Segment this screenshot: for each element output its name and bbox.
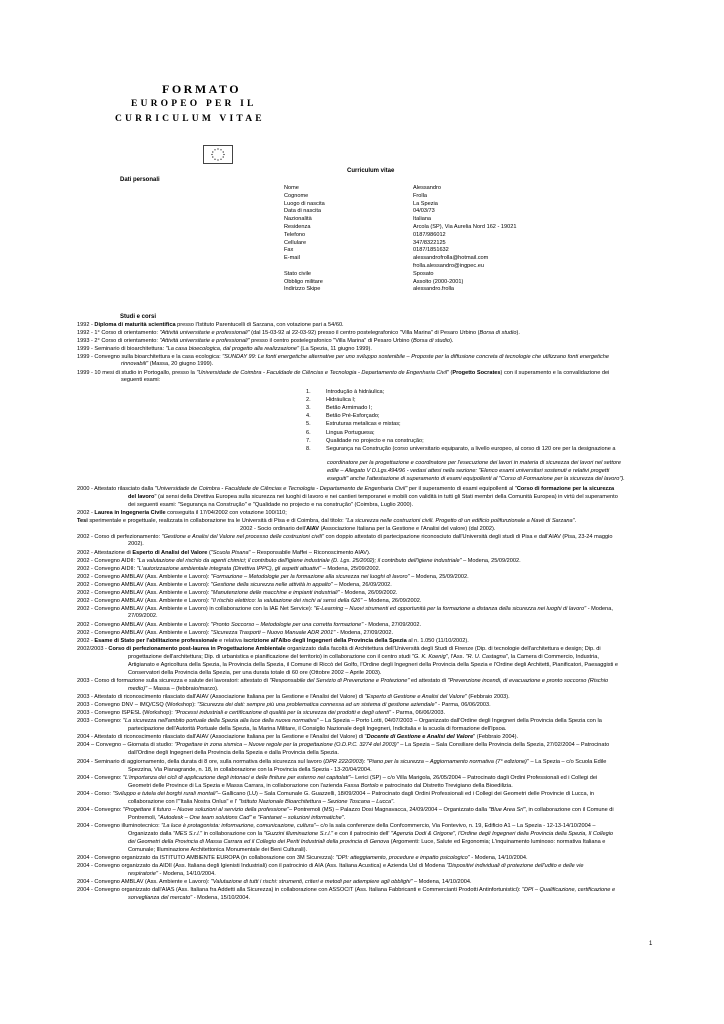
entry-2003-rspp-cont: medio)" – Massa – (febbraio/marzo). (128, 686, 219, 692)
personal-value: frolla.alessandro@ingpec.eu (413, 263, 484, 269)
entry-2004-docente: 2004 - Attestato di riconoscimento rilasciato dall'AIAV (Associazione Italiana per la Gestione e l'Analisi del Valore) di "Docente di Gestione e Analisi del Valore" (Febbraio 2004). (77, 734, 519, 740)
personal-data-heading: Dati personali (120, 177, 160, 183)
entry-2002-amblav-1: 2002 - Convegno AMBLAV (Ass. Ambiente e Lavoro): "Formazione – Metodologie per la formazione alla sicurezza nei luoghi di lavoro" – Modena, 25/09/2002. (77, 574, 469, 580)
entry-2002-amblav-6: 2002 - Convegno AMBLAV (Ass. Ambiente e Lavoro): "Pronto Soccorso – Metodologie per una corretta formazione" - Modena, 27/09/2002. (77, 622, 422, 628)
entry-2004-luce-cont-1: Organizzato dalla "MES S.r.l." in collaborazione con la "Guzzini illuminazione S.r.l." e con il patrocinio dell' "Agenzia Dodi & Origone", l'Ordine degli Ingegneri della Provincia della Spezia, Il Collegio (128, 831, 614, 837)
personal-value: alessandro.frolla (413, 286, 455, 293)
entry-2003-rspp: 2003 - Corso di formazione sulla sicurezza e salute dei lavoratori: attestato di "Responsabile del Servizio di Prevenzione e Protezione" ed attestato di "Prevenzione incendi, di evacuazione e pronto soccorso (Rischio (77, 678, 609, 684)
entry-2003-porto: 2003 - Convegno: "La sicurezza nell'ambito portuale della Spezia alla luce della nuova normativa" – La Spezia – Porto Lotti, 04/07/2003 – Organizzato dall'Ordine degli Ingegneri della Provincia della Spezia con la (77, 718, 602, 724)
personal-value: Italiana (413, 216, 432, 223)
entry-2004-sismica: 2004 – Convegno – Giornata di studio: "Progettare in zona sismica – Nuove regole per la progettazione (O.D.P.C. 3274 del 2003)" – La Spezia – Sala Consiliare della Provincia della Spezia, 27/02/2004 – Patrocinato (77, 742, 610, 748)
exam-number: 8. (306, 445, 311, 452)
exam-number: 1. (306, 389, 311, 395)
entry-2004-intonaci: 2004 - Convegno: "L'importanza dei cicli di applicazione degli intonaci e delle finiture per esterno nei capitolati"– Lerici (SP) – c/o Villa Marigola, 26/05/2004 – Patrocinato dagli Ordini Professionali ed i Collegi dei (77, 775, 598, 781)
entry-2003-porto-cont: partecipazione dell'Autorità Portuale della Spezia, la Marina Militare, il Consiglio Nazionale degli Ingegneri, Indicitalia e la scuola di formazione dell'Ipsoa. (128, 726, 507, 732)
entry-2004-luce-cont-2: dei Geometri della Provincia di Massa Carrara ed il Collegio dei Periti Industriali della provincia di Genova (Argomenti: Luce, Salute ed Ergonomia; L'inquinamento luminoso: normativa Italiana e (128, 839, 606, 845)
exam-number: 4. (306, 413, 311, 420)
personal-value: 0187/1851632 (413, 247, 449, 254)
header-line-2: EUROPEO PER IL (131, 99, 257, 109)
entry-2004-sismica-cont: dall'Ordine degli Ingegneri della Provincia della Spezia e dalla Provincia della Spezia. (128, 750, 339, 756)
personal-value: 0187/986012 (413, 231, 446, 238)
exam-number: 3. (306, 405, 311, 412)
personal-value: alessandrofrolla@hotmail.com (413, 255, 489, 262)
entry-2003-post-laurea: 2002/2003 - Corso di perfezionamento post-laurea in Progettazione Ambientale organizzato dalla facoltà di Architettura dell'Università degli Studi di Firenze (Dip. di tecnologie dell'architettura e design; Dip. di (77, 646, 601, 652)
exam-number: 2. (306, 397, 311, 404)
entry-2003-post-laurea-cont-1: progettazione dell'architettura; Dip. di urbanistica e pianificazione del territorio) in collaborazione con il centro studi "G. K. Koenig", l'Ass. "R. U. Castagna", la Camera di Commercio, Industria, (128, 654, 599, 660)
personal-value: 04/03/73 (413, 208, 435, 215)
personal-value: 347/8322125 (413, 239, 446, 246)
entry-2004-luce: 2004 - Convegno illuminotecnico: "La luce è protagonista: informazione, comunicazione, cultura"– c/o la sala conferenze della Confcommercio, Via Fontevivo, n. 19, Edificio A1 – La Spezia - 12-13-14/10/2004 – (77, 823, 596, 829)
entry-2002-amblav-5-cont: 27/09/2002. (128, 613, 158, 619)
entry-2002-amblav-2: 2002 - Convegno AMBLAV (Ass. Ambiente e Lavoro): "Gestione della sicurezza nelle attività in appalto" – Modena, 26/09/2002. (77, 582, 392, 588)
entry-2002-amblav-7: 2002 - Convegno AMBLAV (Ass. Ambiente e Lavoro): "Sicurezza Trasporti – Nuovo Manuale ADR 2001" - Modena, 27/09/2002. (77, 630, 394, 636)
exam-title: Introdução à hidráulica; (326, 389, 385, 395)
personal-label: Data di nascita (284, 208, 322, 215)
entry-1993-orientamento: 1993 - 2° Corso di orientamento: "Attività universitarie e professionali" presso il centro postelegrafonico "Villa Marina" di Pesaro Urbino (Borsa di studio). (77, 338, 454, 344)
personal-label: Residenza (284, 224, 311, 230)
header-line-1: FORMATO (162, 82, 242, 96)
personal-value: Arcola (SP), Via Aurelia Nord 162 - 19021 (413, 224, 517, 230)
personal-label: Nome (284, 185, 299, 191)
exam-item (306, 445, 616, 453)
personal-label: Obbligo militare (284, 278, 323, 285)
entry-2000-attestato-cont-1: del lavoro" (ai sensi della Direttiva Europea sulla sicurezza nei luoghi di lavoro e nei cantieri temporanei e mobili con validità in tutti gli Stati membri della Comunità Europea) in virtù del superamento (128, 494, 618, 500)
entry-2002-perfezionamento: 2002 - Corso di perfezionamento: "Gestione e Analisi del Valore nel processo delle costruzioni civili" con doppio attestato di partecipazione riconosciuto dall'Università degli studi di Pisa e dall'AIAV (Pisa, 23-24 maggio (77, 534, 613, 540)
cv-title: Curriculum vitae (347, 168, 395, 174)
entry-2002-esame-stato: 2002 - Esame di Stato per l'abilitazione professionale e relativa iscrizione all'Albo degli Ingegneri della Provincia della Spezia al n. 1.050 (11/10/2002). (77, 638, 469, 644)
exam-title: Lingua Portuguesa; (326, 429, 375, 436)
entry-2004-aias-cont: sorveglianza del mercato" - Modena, 15/10/2004. (128, 895, 251, 901)
exam-item (306, 413, 380, 420)
exam-item (306, 389, 385, 396)
personal-label: Stato civile (284, 270, 312, 277)
personal-label: Luogo di nascita (284, 200, 325, 207)
entry-2004-futuro: 2004 - Convegno: "Progettare il futuro – Nuove soluzioni al servizio della professione"– Pontremoli (MS) – Palazzo Dosi Magnavacca, 24/09/2004 – Organizzato dalla "Blue Area Srl", in collaborazione con il Comune di (77, 807, 614, 813)
entry-2003-post-laurea-cont-2: Artigianato e Agricoltura della Spezia, la Provincia della Spezia, il Comune di Riccò del Golfo, l'Ordine degli Ingegneri della Provincia della Spezia e l'Ordine degli Architetti, Pianificatori, Paesaggisti e (128, 662, 618, 668)
exam-item (306, 397, 356, 404)
page-number: 1 (649, 941, 653, 947)
eu-flag-icon (203, 145, 233, 164)
entry-2002-aidii-2: 2002 - Convegno AIDII: "L'autorizzazione ambientale integrata (Direttiva IPPC), gli aspetti attuativi" – Modena, 25/09/2002. (77, 566, 381, 572)
personal-label: Cognome (284, 192, 309, 199)
entry-1999-portogallo: 1999 - 10 mesi di studio in Portogallo, presso la "Universidade de Coimbra - Faculdade de Ciências e Tecnologia - Departamento de Engenharia Civil" (Progetto Socrates) con il superamento e la convalidazione dei (77, 370, 610, 376)
personal-value: Frolla (413, 192, 427, 199)
exam-number: 5. (306, 421, 311, 428)
entry-2004-borghi-cont: collaborazione con l'"Italia Nostra Onlus" e l' "Istituto Nazionale Bioarchitettura – Sezione Toscana – Lucca". (128, 799, 395, 805)
exam-item (306, 421, 401, 428)
exam-number: 7. (306, 437, 311, 444)
course-8-cont-2: edile – Allegato V D.Lgs.494/96 - vedasi attesi nella sezione: "Elenco esami universitari sostenuti e relativi progetti (327, 468, 610, 474)
personal-label: Nazionalità (284, 216, 312, 223)
entry-2002-amblav-5: 2002 - Convegno AMBLAV (Ass. Ambiente e Lavoro) in collaborazione con la IAE Net Service): "E-Learning – Nuovi strumenti ed opportunità per la formazione a distanza della sicurezza nei luoghi di lavoro" - Modena, (77, 606, 613, 612)
entry-2004-rischi: 2004 - Convegno AMBLAV (Ass. Ambiente e Lavoro): "Valutazione di tutti i rischi: strumenti, criteri e metodi per adempiere agli obblighi" – Modena, 14/10/2004. (77, 879, 472, 885)
personal-label: E-mail (284, 255, 300, 262)
entry-2004-dpi-psicologico: 2004 - Convegno organizzato da ISTITUTO AMBIENTE EUROPA (in collaborazione con 3M Sicurezza): "DPI: atteggiamento, procedure e impatto psicologico" - Modena, 14/10/2004. (77, 855, 528, 861)
exam-number: 6. (306, 429, 311, 436)
entry-2004-futuro-cont: Pontremoli, "Autodesk – One team solutions Cad" e "Fantanet – soluzioni informatiche". (128, 815, 346, 821)
entry-2002-amblav-3: 2002 - Convegno AMBLAV (Ass. Ambiente e Lavoro): "Manutenzione delle macchine e impianti industriali" - Modena, 26/09/2002. (77, 590, 398, 596)
entry-2002-amblav-4: 2002 - Convegno AMBLAV (Ass. Ambiente e Lavoro): "Il rischio elettrico: la valutazione dei rischi ai sensi della 626" – Modena, 26/09/2002. (77, 598, 422, 604)
entry-2002-perfezionamento-cont: 2002). (128, 541, 144, 547)
entry-2004-udito: 2004 - Convegno organizzato da AIDII (Ass. Italiana degli Igienisti Industriali) con il patrocinio di AIA (Ass. Italiana Acustica) e Azienda Usl di Modena "Dispositivi individuali di protezione dell'udito e delle vie (77, 863, 584, 869)
exam-title: Qualidade no projecto e na construção; (326, 437, 424, 444)
exam-title: Segurança na Construção (corso universitario equiparato, a livello europeo, al corso di 120 ore per la designazione a (326, 445, 616, 452)
entry-2004-seminario-cont: Spezzina, Via Pianagrande, n. 18, in collaborazione con la Provincia della Spezia - 13-20/04/2004. (128, 767, 372, 773)
entry-2002-laurea: 2002 - Laurea in Ingegneria Civile conseguita il 17/04/2002 con votazione 100/110; (77, 510, 287, 516)
entry-1999-portogallo-cont: seguenti esami: (121, 377, 161, 383)
entry-2002-aidii-1: 2002 - Convegno AIDII: "La valutazione del rischio da agenti chimici; il contributo dell'igiene industriale (D. Lgs. 25/2002); il contributo dell'igiene industriale" – Modena, 25/09/2002. (77, 558, 521, 564)
entry-1999-convegno: 1999 - Convegno sulla bioarchitettura e la casa ecologica: "SUNDAY 99: Le fonti energetiche alternative per uno sviluppo sostenibile – Proposte per la diffusione concreta di tecnologie che utilizzano fonti energetiche (77, 354, 609, 360)
entry-1999-convegno-cont: rinnovabili" (Massa, 20 giugno 1999). (121, 361, 214, 367)
personal-value: La Spezia (413, 200, 438, 207)
exam-title: Estruturas metalicas e mistas; (326, 421, 401, 428)
personal-value: Assolto (2000-2001) (413, 278, 464, 285)
entry-2004-udito-cont: respiratorie" - Modena, 14/10/2004. (128, 871, 216, 877)
exam-title: Betão Pré-Esforçado; (326, 413, 380, 420)
entry-2004-intonaci-cont: Geometri delle Province di La Spezia e Massa Carrara, in collaborazione con l'azienda Fassa Bortolo e patrocinato dal Distretto Trevigiano della Bioedilizia. (128, 783, 513, 789)
entry-2004-seminario: 2004 - Seminario di aggiornamento, della durata di 8 ore, sulla normativa della sicurezza sul lavoro (DPR 222/2003): "Piano per la sicurezza – Aggiornamento normativa (7° edizione)" – La Spezia – c/o Scuola Edile (77, 759, 607, 765)
personal-value: Sposato (413, 270, 434, 277)
studies-heading: Studi e corsi (120, 314, 157, 320)
personal-label: Telefono (284, 231, 306, 238)
entry-2003-post-laurea-cont-3: Conservatori della Provincia della Spezia, per una durata totale di 60 ore (Ottobre 2002 – Aprile 2003). (128, 670, 382, 676)
personal-label: Fax (284, 247, 294, 254)
entry-2002-tesi: Tesi sperimentale e progettuale, realizzata in collaborazione tra le Università di Pisa e di Coimbra, dal titolo: "La sicurezza nelle costruzioni civili. Progetto di un edificio polifunzionale a Navè di Sarzana". (77, 518, 577, 524)
entry-2002-esperto: 2002 - Attestazione di Esperto di Analisi del Valore ("Scuola Pisana" – Responsabile Maffei – Riconoscimento AIAV). (77, 550, 371, 556)
exam-title: Betão Armimado I; (326, 405, 373, 412)
course-8-cont-1: coordinatore per la progettazione e coordinatore per l'esecuzione dei lavori in materia di sicurezza dei lavori nel settore (327, 460, 621, 466)
entry-2003-ispesl: 2003 - Convegno ISPESL (Workshop): "Processi industriali e certificazione di qualità per la sicurezza dei prodotti e degli utenti" - Parma, 06/06/2003. (77, 710, 446, 716)
header-line-3: CURRICULUM VITAE (115, 114, 265, 124)
exam-item (306, 429, 375, 437)
entry-1999-seminario: 1999 - Seminario di bioarchitettura: "La casa bioecologica, dal progetto alla realizzazione" (La Spezia, 11 giugno 1999). (77, 346, 372, 352)
entry-2000-attestato: 2000 - Attestato rilasciato dalla "Universidade de Coimbra - Faculdade de Ciências e Tecnologia - Departamento de Engenharia Civil" per il superamento di esami equipollenti al "Corso di formazione per la sicurezza (77, 486, 615, 492)
exam-item (306, 405, 373, 412)
entry-2003-dnv: 2003 - Convegno DNV – IMQ/CSQ (Workshop): "Sicurezza dei dati: sempre più una problematica connessa ad un sistema di gestione aziendale" - Parma, 06/06/2003. (77, 702, 491, 708)
entry-1992-orientamento: 1992 - 1° Corso di orientamento: "Attività universitarie e professionali" (dal 15-03-92 al 22-03-92) presso il centro postelegrafonico "Villa Marina" di Pesaro Urbino (Borsa di studio). (77, 330, 520, 336)
course-8-cont-3: eseguiti" anche l'attestazione di superamento di esami equipollenti al "Corso di Formazione per la sicurezza del lavoro"). (327, 476, 625, 482)
entry-2000-attestato-cont-2: dei seguenti esami: "Segurança na Construção" e "Qualidade no projecto e na construção" (Coimbra, Luglio 2000). (128, 502, 414, 508)
personal-value: Alessandro (413, 185, 441, 191)
entry-2004-luce-cont-3: Comunale; Illuminazione Architettonica Monumentale dei Beni Culturali). (128, 847, 308, 853)
personal-label: Cellulare (284, 239, 307, 246)
entry-2004-aias: 2004 - Convegno organizzato dall'AIAS (Ass. Italiana fra Addetti alla Sicurezza) in collaborazione con ASSOCIT (Ass. Italiana Fabbricanti e Commercianti Prodotti Antinfortunistici): "DPI – Qualificazione, certificazione e (77, 887, 616, 893)
entry-2003-aiav: 2003 - Attestato di riconoscimento rilasciato dall'AIAV (Associazione Italiana per la Gestione e l'Analisi del Valore) di "Esperto di Gestione e Analisi del Valore" (Febbraio 2003). (77, 694, 510, 700)
entry-2002-socio: 2002 - Socio ordinario dell'AIAV (Associazione Italiana per la Gestione e l'Analisi del valore) (dal 2002). (240, 526, 496, 532)
personal-label: Indirizzo Skipe (284, 286, 321, 293)
entry-2004-borghi: 2004 - Corso: "Sviluppo e tutela dei borghi rurali montali"– Gallicano (LU) – Sala Comunale G. Guazzelli, 18/09/2004 – Patrocinato dagli Ordini Professionali ed i Collegi dei Geometri delle Provincie di Lucca, in (77, 791, 595, 797)
entry-1992-diploma: 1992 - Diploma di maturità scientifica presso l'Istituto Parentucelli di Sarzana, con votazione pari a 54/60. (77, 322, 344, 328)
exam-title: Hidráulica I; (326, 397, 356, 404)
exam-item (306, 437, 424, 445)
